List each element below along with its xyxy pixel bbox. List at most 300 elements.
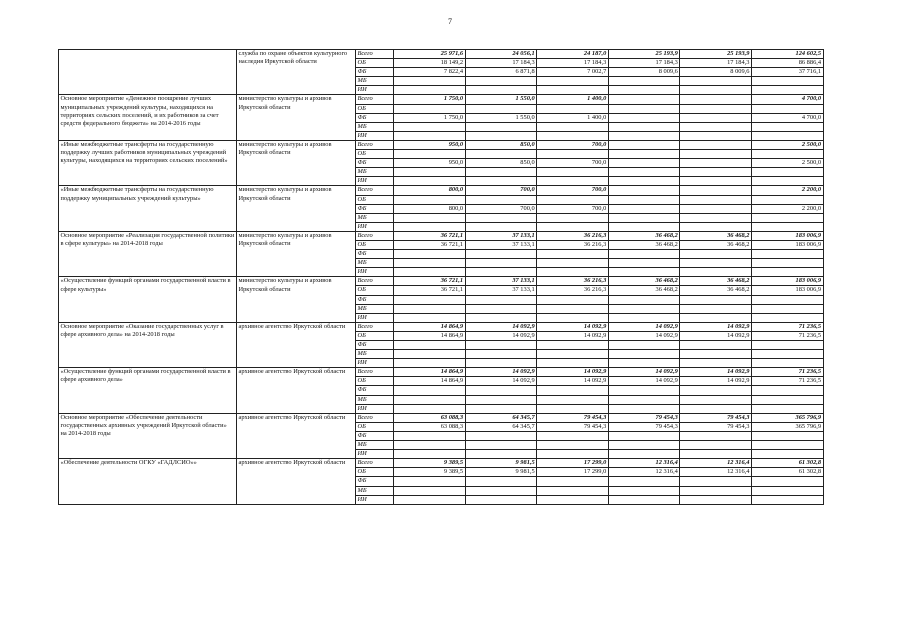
amount-cell <box>608 304 680 313</box>
amount-cell: 36 721,1 <box>394 286 466 295</box>
amount-cell <box>394 359 466 368</box>
amount-cell: 79 454,3 <box>537 422 609 431</box>
amount-cell <box>751 86 823 95</box>
amount-cell <box>751 250 823 259</box>
amount-cell: 17 299,0 <box>537 468 609 477</box>
amount-cell: 1 550,0 <box>465 113 537 122</box>
amount-cell <box>608 404 680 413</box>
amount-cell: 63 088,3 <box>394 422 466 431</box>
amount-cell <box>608 268 680 277</box>
amount-cell: 14 092,9 <box>608 322 680 331</box>
amount-cell: 9 389,5 <box>394 468 466 477</box>
amount-cell: 14 864,9 <box>394 368 466 377</box>
amount-cell: 14 092,9 <box>680 322 752 331</box>
amount-cell: 14 092,9 <box>465 331 537 340</box>
funding-source: ИИ <box>356 86 394 95</box>
amount-cell <box>680 104 752 113</box>
amount-cell <box>608 431 680 440</box>
amount-cell <box>465 213 537 222</box>
funding-source: ОБ <box>356 195 394 204</box>
amount-cell: 12 316,4 <box>608 459 680 468</box>
amount-cell: 1 400,0 <box>537 95 609 104</box>
amount-cell <box>465 477 537 486</box>
amount-cell <box>608 131 680 140</box>
amount-cell <box>537 222 609 231</box>
amount-cell <box>680 304 752 313</box>
amount-cell: 14 092,9 <box>537 368 609 377</box>
amount-cell <box>537 268 609 277</box>
table-row <box>59 368 824 377</box>
amount-cell <box>465 404 537 413</box>
amount-cell: 14 092,9 <box>608 331 680 340</box>
amount-cell <box>680 386 752 395</box>
funding-source: ИИ <box>356 222 394 231</box>
amount-cell <box>751 486 823 495</box>
amount-cell <box>680 313 752 322</box>
amount-cell: 183 006,9 <box>751 240 823 249</box>
amount-cell <box>465 222 537 231</box>
amount-cell: 700,0 <box>537 186 609 195</box>
amount-cell: 14 092,9 <box>608 377 680 386</box>
amount-cell <box>465 295 537 304</box>
amount-cell <box>751 450 823 459</box>
amount-cell: 36 216,3 <box>537 240 609 249</box>
amount-cell <box>394 495 466 504</box>
amount-cell: 71 236,5 <box>751 322 823 331</box>
amount-cell <box>394 150 466 159</box>
amount-cell: 79 454,3 <box>608 413 680 422</box>
amount-cell <box>751 395 823 404</box>
amount-cell <box>680 259 752 268</box>
amount-cell <box>394 104 466 113</box>
amount-cell: 1 400,0 <box>537 113 609 122</box>
amount-cell <box>608 150 680 159</box>
amount-cell <box>394 168 466 177</box>
amount-cell: 850,0 <box>465 140 537 149</box>
amount-cell <box>608 386 680 395</box>
amount-cell <box>608 341 680 350</box>
amount-cell <box>680 159 752 168</box>
amount-cell: 14 092,9 <box>608 368 680 377</box>
table-row <box>59 277 824 286</box>
amount-cell: 86 886,4 <box>751 59 823 68</box>
amount-cell: 14 092,9 <box>465 322 537 331</box>
amount-cell: 36 216,3 <box>537 231 609 240</box>
amount-cell <box>751 195 823 204</box>
amount-cell: 800,0 <box>394 186 466 195</box>
amount-cell: 61 302,8 <box>751 459 823 468</box>
amount-cell <box>680 177 752 186</box>
amount-cell: 183 006,9 <box>751 231 823 240</box>
amount-cell <box>465 495 537 504</box>
amount-cell <box>608 95 680 104</box>
amount-cell <box>680 450 752 459</box>
amount-cell <box>751 404 823 413</box>
amount-cell <box>680 195 752 204</box>
amount-cell <box>680 204 752 213</box>
funding-source: ОБ <box>356 468 394 477</box>
amount-cell <box>608 122 680 131</box>
amount-cell: 950,0 <box>394 159 466 168</box>
amount-cell: 700,0 <box>465 186 537 195</box>
amount-cell <box>680 395 752 404</box>
amount-cell: 17 184,3 <box>680 59 752 68</box>
amount-cell: 800,0 <box>394 204 466 213</box>
funding-source: Всего <box>356 368 394 377</box>
amount-cell: 700,0 <box>465 204 537 213</box>
amount-cell <box>394 195 466 204</box>
amount-cell <box>465 431 537 440</box>
funding-source: Всего <box>356 277 394 286</box>
amount-cell <box>751 495 823 504</box>
amount-cell <box>751 177 823 186</box>
amount-cell: 12 316,4 <box>680 468 752 477</box>
responsible-executor: архивное агентство Иркутской области <box>237 368 356 413</box>
funding-source: МБ <box>356 168 394 177</box>
amount-cell <box>537 431 609 440</box>
amount-cell: 14 092,9 <box>680 377 752 386</box>
amount-cell: 12 316,4 <box>608 468 680 477</box>
amount-cell <box>394 131 466 140</box>
amount-cell <box>680 486 752 495</box>
amount-cell <box>537 104 609 113</box>
funding-source: Всего <box>356 322 394 331</box>
amount-cell: 700,0 <box>537 204 609 213</box>
amount-cell <box>537 359 609 368</box>
funding-source: ОБ <box>356 240 394 249</box>
funding-source: ИИ <box>356 359 394 368</box>
amount-cell <box>751 350 823 359</box>
funding-source: МБ <box>356 213 394 222</box>
amount-cell: 25 193,9 <box>680 50 752 59</box>
amount-cell: 79 454,3 <box>608 422 680 431</box>
amount-cell <box>608 204 680 213</box>
amount-cell: 2 200,0 <box>751 204 823 213</box>
amount-cell <box>394 250 466 259</box>
funding-source: ИИ <box>356 177 394 186</box>
amount-cell: 25 193,9 <box>608 50 680 59</box>
funding-source: ФБ <box>356 250 394 259</box>
amount-cell: 37 716,1 <box>751 68 823 77</box>
amount-cell: 17 299,0 <box>537 459 609 468</box>
amount-cell: 24 056,1 <box>465 50 537 59</box>
amount-cell: 37 133,1 <box>465 286 537 295</box>
amount-cell <box>608 395 680 404</box>
amount-cell <box>751 150 823 159</box>
amount-cell: 71 236,5 <box>751 368 823 377</box>
amount-cell <box>537 168 609 177</box>
amount-cell <box>394 295 466 304</box>
amount-cell <box>537 177 609 186</box>
amount-cell: 14 092,9 <box>680 368 752 377</box>
activity-description: «Иные межбюджетные трансферты на государственную поддержку лучших работников муниципальных учреждений культуры, находящихся на территориях сельских поселений» <box>59 140 237 185</box>
amount-cell: 1 550,0 <box>465 95 537 104</box>
amount-cell <box>537 295 609 304</box>
responsible-executor: министерство культуры и архивов Иркутской области <box>237 277 356 322</box>
amount-cell <box>751 268 823 277</box>
amount-cell: 37 133,1 <box>465 240 537 249</box>
amount-cell <box>537 131 609 140</box>
amount-cell: 14 092,9 <box>465 368 537 377</box>
funding-source: ИИ <box>356 313 394 322</box>
amount-cell <box>465 486 537 495</box>
activity-description: Основное мероприятие «Оказание государственных услуг в сфере архивного дела» на 2014-2018 годы <box>59 322 237 367</box>
funding-source: ОБ <box>356 422 394 431</box>
amount-cell: 14 092,9 <box>465 377 537 386</box>
amount-cell <box>608 313 680 322</box>
amount-cell: 7 002,7 <box>537 68 609 77</box>
funding-source: ОБ <box>356 59 394 68</box>
amount-cell: 4 700,0 <box>751 95 823 104</box>
amount-cell <box>465 150 537 159</box>
amount-cell <box>394 313 466 322</box>
amount-cell: 14 864,9 <box>394 322 466 331</box>
amount-cell <box>608 104 680 113</box>
amount-cell <box>680 186 752 195</box>
amount-cell <box>465 86 537 95</box>
amount-cell: 24 187,0 <box>537 50 609 59</box>
amount-cell <box>680 359 752 368</box>
amount-cell <box>537 495 609 504</box>
amount-cell: 79 454,3 <box>537 413 609 422</box>
amount-cell: 36 721,1 <box>394 277 466 286</box>
amount-cell <box>751 168 823 177</box>
amount-cell <box>537 304 609 313</box>
amount-cell <box>537 477 609 486</box>
amount-cell <box>394 404 466 413</box>
budget-table <box>58 49 824 505</box>
amount-cell <box>537 486 609 495</box>
amount-cell: 37 133,1 <box>465 231 537 240</box>
activity-description: Основное мероприятие «Реализация государственной политики в сфере культуры» на 2014-2018 годы <box>59 231 237 276</box>
amount-cell <box>751 259 823 268</box>
funding-source: МБ <box>356 486 394 495</box>
amount-cell <box>680 86 752 95</box>
activity-description: «Осуществление функций органами государственной власти в сфере культуры» <box>59 277 237 322</box>
activity-description: Основное мероприятие «Обеспечение деятельности государственных архивных учреждений Иркутской области» на 2014-2018 годы <box>59 413 237 458</box>
amount-cell: 37 133,1 <box>465 277 537 286</box>
amount-cell: 6 871,8 <box>465 68 537 77</box>
amount-cell <box>465 131 537 140</box>
amount-cell <box>751 304 823 313</box>
activity-description: «Иные межбюджетные трансферты на государственную поддержку муниципальных учреждений культуры» <box>59 186 237 231</box>
amount-cell: 9 389,5 <box>394 459 466 468</box>
amount-cell <box>537 250 609 259</box>
amount-cell <box>537 341 609 350</box>
amount-cell <box>465 104 537 113</box>
amount-cell <box>608 222 680 231</box>
amount-cell <box>537 213 609 222</box>
amount-cell <box>394 441 466 450</box>
amount-cell <box>537 450 609 459</box>
amount-cell <box>394 177 466 186</box>
table-row <box>59 140 824 149</box>
amount-cell: 9 981,5 <box>465 468 537 477</box>
amount-cell <box>680 477 752 486</box>
amount-cell <box>537 313 609 322</box>
amount-cell <box>680 168 752 177</box>
amount-cell <box>537 259 609 268</box>
amount-cell <box>394 477 466 486</box>
amount-cell: 14 092,9 <box>537 322 609 331</box>
amount-cell <box>751 213 823 222</box>
funding-source: ОБ <box>356 104 394 113</box>
responsible-executor: архивное агентство Иркутской области <box>237 459 356 504</box>
amount-cell: 36 468,2 <box>680 277 752 286</box>
amount-cell <box>537 77 609 86</box>
funding-source: ИИ <box>356 131 394 140</box>
amount-cell <box>680 140 752 149</box>
responsible-executor: архивное агентство Иркутской области <box>237 322 356 367</box>
page-number: 7 <box>448 17 452 26</box>
amount-cell: 18 149,2 <box>394 59 466 68</box>
funding-source: МБ <box>356 395 394 404</box>
amount-cell: 36 216,3 <box>537 286 609 295</box>
funding-source: МБ <box>356 259 394 268</box>
table-body <box>59 50 824 505</box>
amount-cell: 4 700,0 <box>751 113 823 122</box>
amount-cell <box>465 341 537 350</box>
amount-cell: 700,0 <box>537 159 609 168</box>
amount-cell <box>608 186 680 195</box>
amount-cell <box>608 295 680 304</box>
amount-cell <box>394 386 466 395</box>
amount-cell <box>608 450 680 459</box>
funding-source: Всего <box>356 413 394 422</box>
amount-cell <box>537 86 609 95</box>
funding-source: МБ <box>356 122 394 131</box>
funding-source: МБ <box>356 77 394 86</box>
activity-description <box>59 50 237 95</box>
amount-cell <box>751 104 823 113</box>
amount-cell: 36 216,3 <box>537 277 609 286</box>
amount-cell <box>465 359 537 368</box>
amount-cell: 8 009,6 <box>608 68 680 77</box>
amount-cell <box>394 486 466 495</box>
funding-source: Всего <box>356 50 394 59</box>
amount-cell: 36 468,2 <box>608 231 680 240</box>
funding-source: Всего <box>356 186 394 195</box>
amount-cell <box>680 350 752 359</box>
table-row <box>59 50 824 59</box>
activity-description: «Осуществление функций органами государственной власти в сфере архивного дела» <box>59 368 237 413</box>
amount-cell <box>751 313 823 322</box>
amount-cell <box>680 77 752 86</box>
amount-cell <box>680 222 752 231</box>
funding-source: Всего <box>356 95 394 104</box>
amount-cell <box>465 386 537 395</box>
amount-cell <box>537 195 609 204</box>
amount-cell: 17 184,3 <box>537 59 609 68</box>
amount-cell <box>608 86 680 95</box>
funding-source: Всего <box>356 459 394 468</box>
amount-cell: 14 092,9 <box>680 331 752 340</box>
amount-cell <box>680 131 752 140</box>
amount-cell <box>608 159 680 168</box>
amount-cell <box>537 350 609 359</box>
amount-cell <box>608 359 680 368</box>
amount-cell <box>465 304 537 313</box>
funding-source: ОБ <box>356 286 394 295</box>
funding-source: МБ <box>356 304 394 313</box>
table-row <box>59 186 824 195</box>
funding-source: ИИ <box>356 404 394 413</box>
amount-cell: 61 302,8 <box>751 468 823 477</box>
amount-cell: 12 316,4 <box>680 459 752 468</box>
amount-cell <box>394 122 466 131</box>
amount-cell: 950,0 <box>394 140 466 149</box>
funding-source: ФБ <box>356 386 394 395</box>
funding-source: ФБ <box>356 295 394 304</box>
amount-cell: 2 200,0 <box>751 186 823 195</box>
amount-cell: 36 721,1 <box>394 240 466 249</box>
amount-cell <box>608 477 680 486</box>
amount-cell <box>751 477 823 486</box>
amount-cell <box>394 259 466 268</box>
amount-cell <box>465 259 537 268</box>
amount-cell: 1 750,0 <box>394 113 466 122</box>
funding-source: ФБ <box>356 68 394 77</box>
funding-source: ФБ <box>356 159 394 168</box>
amount-cell <box>680 122 752 131</box>
amount-cell <box>608 495 680 504</box>
amount-cell <box>537 395 609 404</box>
amount-cell <box>608 441 680 450</box>
funding-source: ФБ <box>356 477 394 486</box>
amount-cell: 36 468,2 <box>608 240 680 249</box>
amount-cell <box>394 431 466 440</box>
amount-cell <box>465 250 537 259</box>
amount-cell: 2 500,0 <box>751 140 823 149</box>
amount-cell <box>608 77 680 86</box>
amount-cell <box>537 386 609 395</box>
amount-cell: 79 454,3 <box>680 422 752 431</box>
amount-cell <box>465 450 537 459</box>
amount-cell: 17 184,3 <box>465 59 537 68</box>
amount-cell <box>394 304 466 313</box>
amount-cell <box>608 113 680 122</box>
funding-source: МБ <box>356 441 394 450</box>
amount-cell <box>751 222 823 231</box>
amount-cell: 64 345,7 <box>465 413 537 422</box>
funding-source: ФБ <box>356 204 394 213</box>
amount-cell: 25 971,6 <box>394 50 466 59</box>
table-row <box>59 231 824 240</box>
amount-cell <box>751 441 823 450</box>
amount-cell: 36 468,2 <box>608 286 680 295</box>
amount-cell <box>465 122 537 131</box>
amount-cell: 36 721,1 <box>394 231 466 240</box>
funding-source: ОБ <box>356 331 394 340</box>
funding-source: ИИ <box>356 268 394 277</box>
amount-cell <box>465 177 537 186</box>
amount-cell <box>394 86 466 95</box>
amount-cell <box>394 268 466 277</box>
responsible-executor: служба по охране объектов культурного наследия Иркутской области <box>237 50 356 95</box>
amount-cell <box>465 268 537 277</box>
amount-cell <box>751 77 823 86</box>
amount-cell <box>608 259 680 268</box>
amount-cell <box>680 268 752 277</box>
amount-cell <box>751 359 823 368</box>
amount-cell <box>465 350 537 359</box>
amount-cell <box>537 404 609 413</box>
amount-cell: 14 864,9 <box>394 331 466 340</box>
amount-cell <box>608 195 680 204</box>
amount-cell: 850,0 <box>465 159 537 168</box>
amount-cell <box>608 168 680 177</box>
amount-cell: 8 009,6 <box>680 68 752 77</box>
